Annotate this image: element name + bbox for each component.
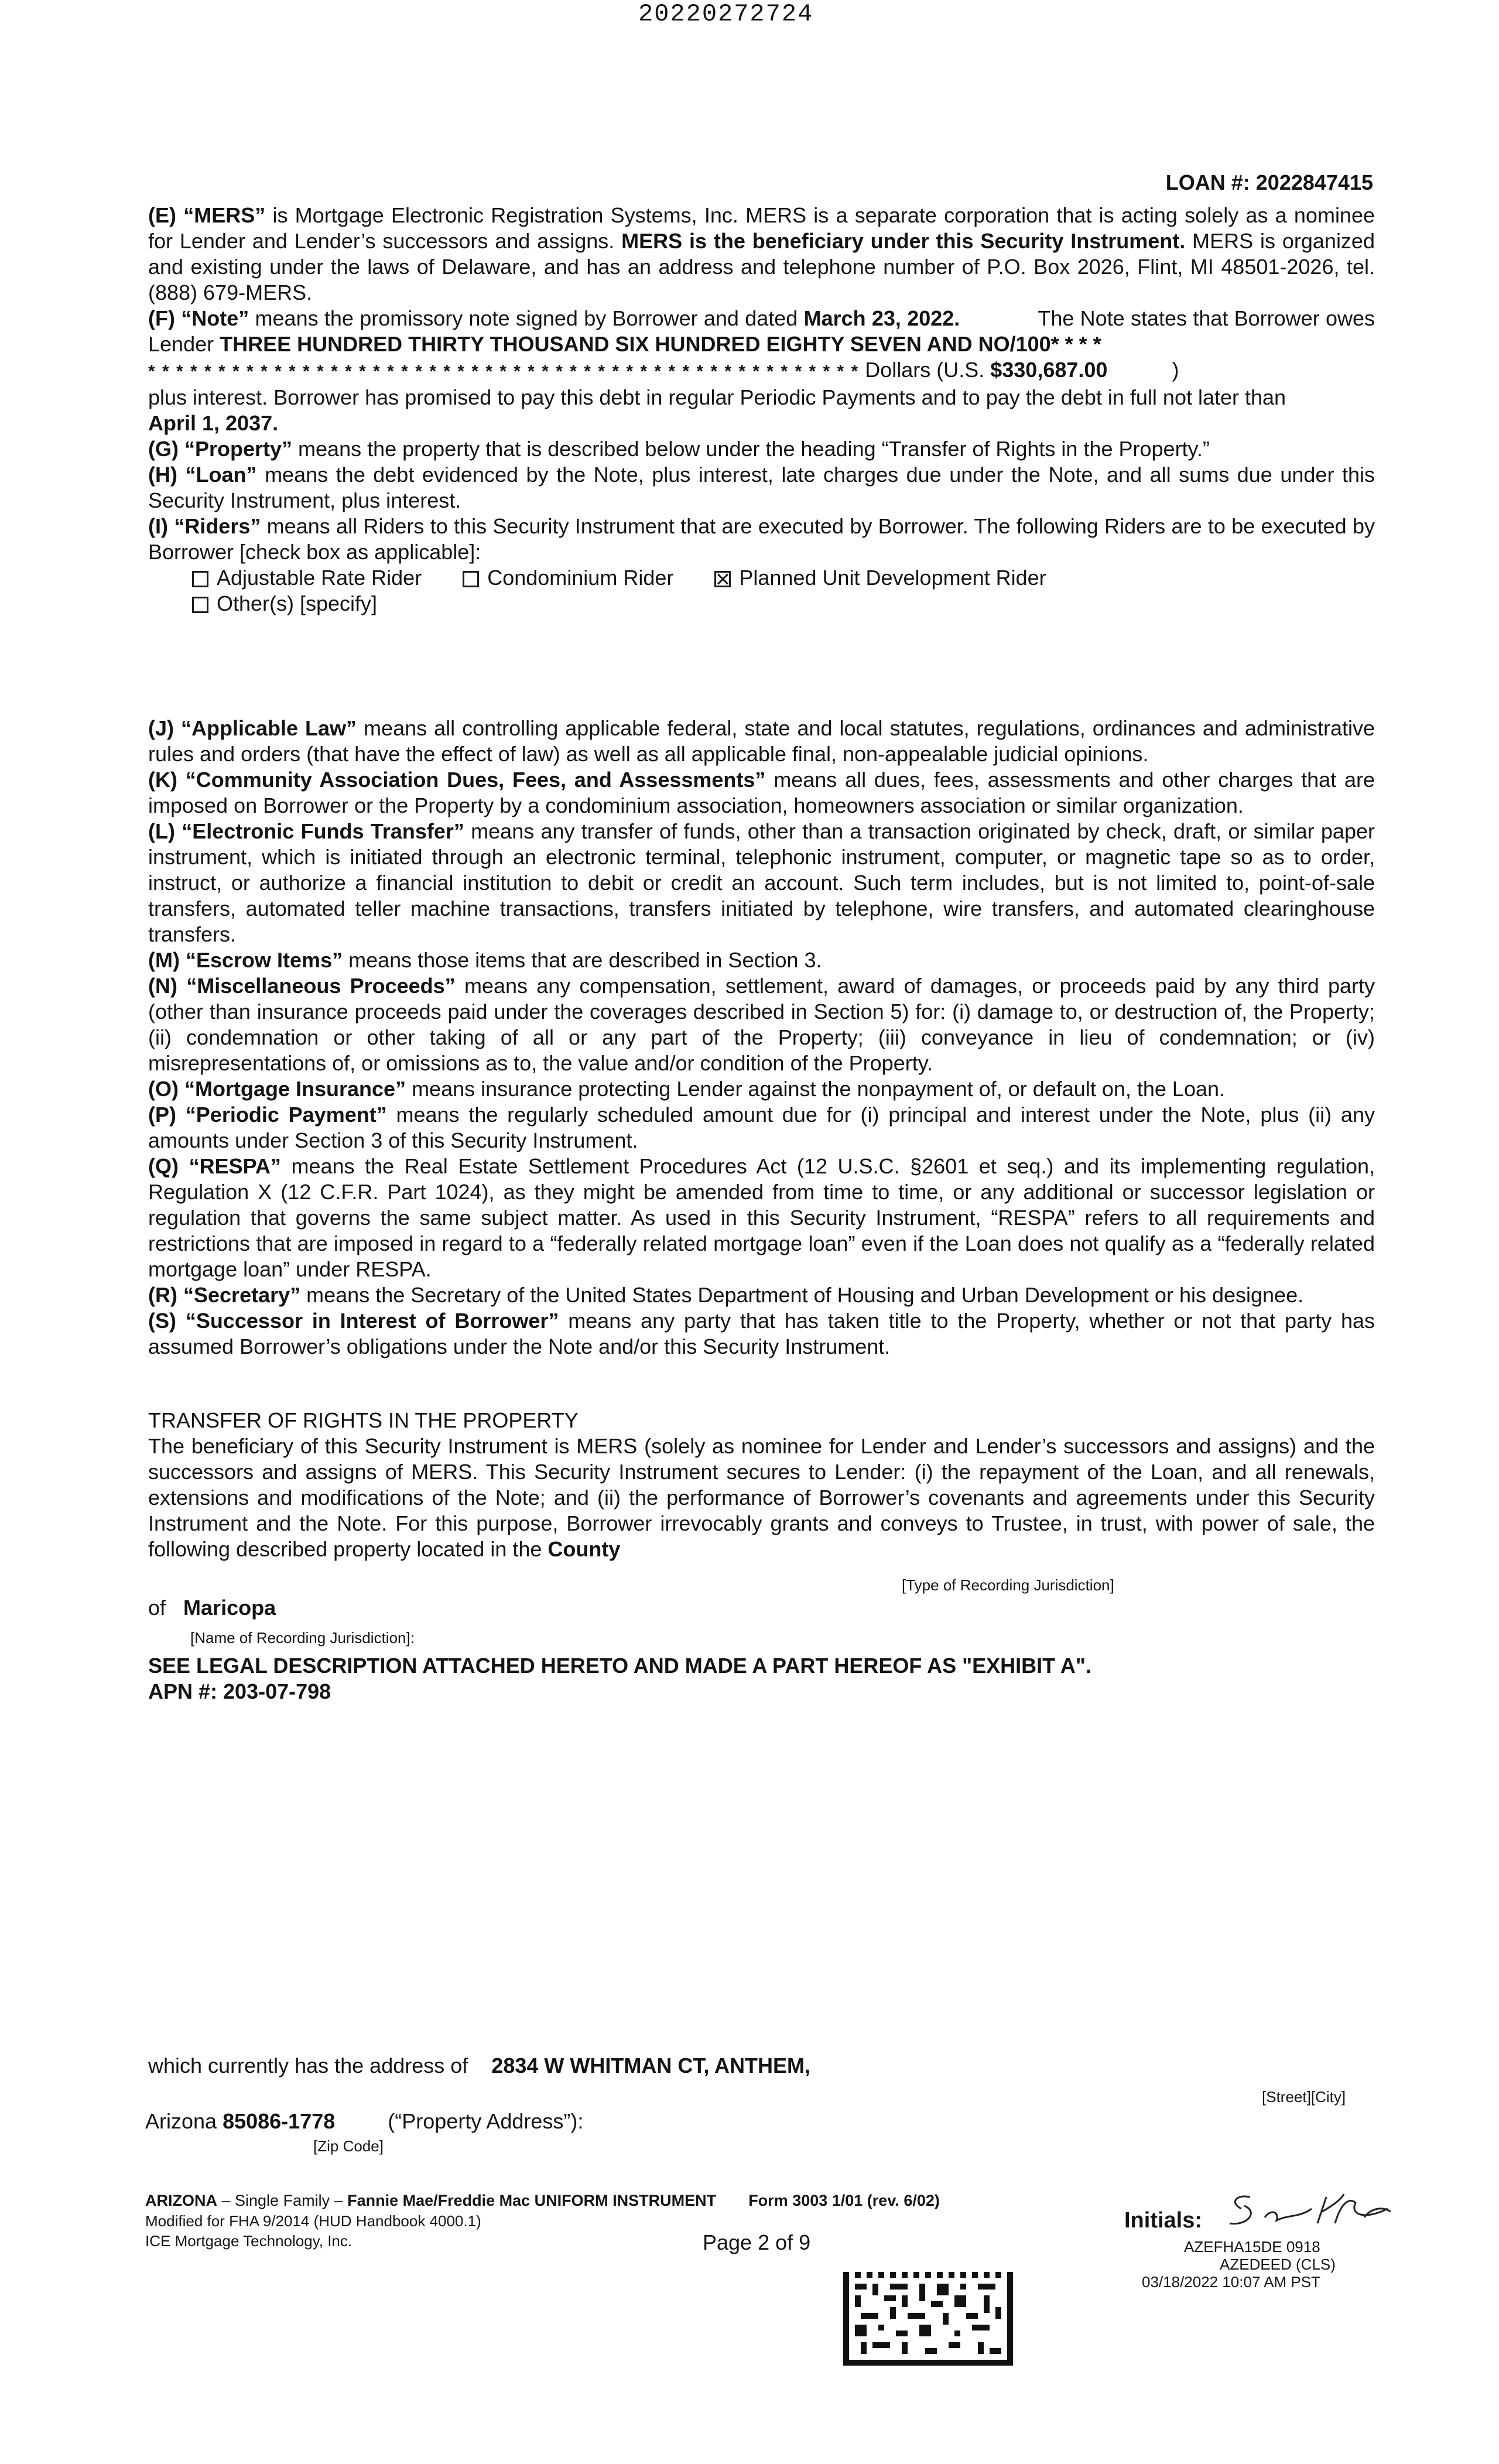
page-number: Page 2 of 9 — [703, 2230, 811, 2254]
state: Arizona — [145, 2109, 217, 2133]
address-line: which currently has the address of 2834 W WHITMAN CT, ANTHEM, — [148, 2054, 810, 2078]
definition-p: (P) “Periodic Payment” means the regularly scheduled amount due for (i) principal and interest under the Note, plus (ii) any amounts under Section 3 of this Security Instrument. — [148, 1103, 1375, 1152]
definition-s: (S) “Successor in Interest of Borrower” means any party that has taken title to the Property, whether or not that party has assumed Borrower’s obligations under the Note and/or this Security Instrument. — [148, 1309, 1375, 1358]
fha-modification-note: Modified for FHA 9/2014 (HUD Handbook 4000.1) — [145, 2212, 481, 2230]
rider-condominium: Condominium Rider — [463, 565, 673, 591]
jurisdiction-type: County — [547, 1537, 621, 1561]
print-timestamp: 03/18/2022 10:07 AM PST — [1142, 2273, 1320, 2291]
note-amount-words: THREE HUNDRED THIRTY THOUSAND SIX HUNDRED EIGHTY SEVEN AND NO/100* * * * — [220, 332, 1101, 356]
recording-number: 20220272724 — [638, 0, 814, 28]
barcode-icon — [843, 2272, 1013, 2366]
definition-e: (E) “MERS” is Mortgage Electronic Registration Systems, Inc. MERS is a separate corporation that is acting solely as a nominee for Lender and Lender’s successors and assigns. MERS is the beneficiary under this Security Instrument. MERS is organized and existing under the laws of Delaware, and has an address and telephone number of P.O. Box 2026, Flint, MI 48501-2026, tel. (888) 679-MERS. — [148, 203, 1375, 304]
loan-number-line — [1166, 170, 1373, 196]
legal-description: SEE LEGAL DESCRIPTION ATTACHED HERETO AND MADE A PART HEREOF AS "EXHIBIT A". — [148, 1654, 1091, 1678]
apn-number: APN #: 203-07-798 — [148, 1679, 331, 1703]
definition-o: (O) “Mortgage Insurance” means insurance protecting Lender against the nonpayment of, or default on, the Loan. — [148, 1077, 1226, 1101]
rider-adjustable-rate: Adjustable Rate Rider — [192, 565, 422, 591]
transfer-heading: TRANSFER OF RIGHTS IN THE PROPERTY — [148, 1408, 579, 1432]
jurisdiction-name-caption: [Name of Recording Jurisdiction]: — [190, 1629, 415, 1647]
form-code-1: AZEFHA15DE 0918 — [1184, 2238, 1320, 2256]
checkbox-icon[interactable] — [192, 571, 208, 587]
vendor-name: ICE Mortgage Technology, Inc. — [145, 2232, 352, 2250]
riders-row-2 — [192, 591, 1375, 617]
initials-label: Initials: — [1124, 2208, 1203, 2233]
transfer-of-rights — [148, 1408, 1375, 1562]
initials-signature — [1224, 2191, 1399, 2232]
definition-g: (G) “Property” means the property that is described below under the heading “Transfer of Rights in the Property.” — [148, 437, 1210, 461]
riders-row-1 — [192, 565, 1375, 591]
definition-h: (H) “Loan” means the debt evidenced by the Note, plus interest, late charges due under the Note, and all sums due under this Security Instrument, plus interest. — [148, 463, 1375, 512]
jurisdiction-type-caption: [Type of Recording Jurisdiction] — [902, 1576, 1114, 1594]
amount-fill-stars: * * * * * * * * * * * * * * * * * * * * * * * * * * * * * * * * * * * * * * * * * * * * * * * * * * * — [148, 362, 860, 381]
transfer-text: The beneficiary of this Security Instrument is MERS (solely as nominee for Lender and Lender’s successors and assigns) and the successors and assigns of MERS. This Security Instrument secures to Lender: (i) the repayment of the Loan, and all renewals, extensions and modifications of the Note; and (ii) the performance of Borrower’s covenants and agreements under this Security Instrument and the Note. For this purpose, Borrower irrevocably grants and conveys to Trustee, in trust, with power of sale, the following described property located in the County — [148, 1434, 1375, 1561]
property-address-label: (“Property Address”): — [388, 2109, 584, 2133]
riders-checklist — [148, 565, 1375, 617]
definition-n: (N) “Miscellaneous Proceeds” means any compensation, settlement, award of damages, or proceeds paid by any third party (other than insurance proceeds paid under the coverages described in Section 5) for: (i) damage to, or destruction of, the Property; (ii) condemnation or other taking of all or any part of the Property; (iii) conveyance in lieu of condemnation; or (iv) misrepresentations of, or omissions as to, the value and/or condition of the Property. — [148, 974, 1375, 1075]
note-amount: $330,687.00 — [990, 358, 1108, 382]
form-line: ARIZONA – Single Family – Fannie Mae/Freddie Mac UNIFORM INSTRUMENT Form 3003 1/01 (rev. 6/02) — [145, 2192, 940, 2209]
jurisdiction-line: of Maricopa — [148, 1596, 276, 1620]
form-code-2: AZEDEED (CLS) — [1220, 2256, 1336, 2273]
definition-k: (K) “Community Association Dues, Fees, and Assessments” means all dues, fees, assessments and other charges that are imposed on Borrower or the Property by a condominium association, homeowners association or similar organization. — [148, 768, 1375, 817]
definition-r: (R) “Secretary” means the Secretary of the United States Department of Housing and Urban Development or his designee. — [148, 1283, 1304, 1307]
zip-code: 85086-1778 — [223, 2109, 336, 2133]
note-date: March 23, 2022. — [803, 306, 960, 330]
jurisdiction-name: Maricopa — [183, 1596, 276, 1620]
loan-label: LOAN #: — [1165, 170, 1250, 194]
definition-i: (I) “Riders” means all Riders to this Security Instrument that are executed by Borrower. The following Riders are to be executed by Borrower [check box as applicable]: — [148, 514, 1375, 564]
form-number: Form 3003 1/01 (rev. 6/02) — [748, 2192, 940, 2209]
checkbox-icon[interactable] — [192, 597, 208, 613]
loan-number: 2022847415 — [1255, 170, 1373, 194]
checked-checkbox-icon[interactable] — [714, 571, 731, 587]
definition-f: (F) “Note” means the promissory note signed by Borrower and dated March 23, 2022. The Note states that Borrower owes Lender THREE HUNDRED THIRTY THOUSAND SIX HUNDRED EIGHTY SEVEN AND NO/100* * * * * * * * * * * * * * * * * * * * * * * * * * * * * * * * * * * * * * * * * * * * * * * * * * * * * * * Dollars (U.S. $330,687.00 ) plus interest. Borrower has promised to pay this debt in regular Periodic Payments and to pay the debt in full not later than April 1, 2037. — [148, 306, 1375, 435]
definition-j: (J) “Applicable Law” means all controlling applicable federal, state and local statutes, regulations, ordinances and administrative rules and orders (that have the effect of law) as well as all applicable final, non-appealable judicial opinions. — [148, 716, 1375, 766]
zip-code-caption: [Zip Code] — [313, 2137, 384, 2155]
state-zip-line — [145, 2109, 583, 2134]
definition-m: (M) “Escrow Items” means those items that are described in Section 3. — [148, 948, 822, 972]
definitions-part-2 — [148, 716, 1375, 1360]
maturity-date: April 1, 2037. — [148, 411, 279, 435]
definition-q: (Q) “RESPA” means the Real Estate Settlement Procedures Act (12 U.S.C. §2601 et seq.) and its implementing regulation, Regulation X (12 C.F.R. Part 1024), as they might be amended from time to time, or any additional or successor legislation or regulation that governs the same subject matter. As used in this Security Instrument, “RESPA” refers to all requirements and restrictions that are imposed in regard to a “federally related mortgage loan” even if the Loan does not qualify as a “federally related mortgage loan” under RESPA. — [148, 1154, 1375, 1281]
checkbox-icon[interactable] — [463, 571, 479, 587]
rider-planned-unit-development: Planned Unit Development Rider — [714, 565, 1046, 591]
definitions-part-1 — [148, 203, 1375, 617]
street-city-caption: [Street][City] — [1262, 2088, 1346, 2106]
street-city: 2834 W WHITMAN CT, ANTHEM, — [491, 2054, 810, 2078]
rider-other: Other(s) [specify] — [192, 591, 377, 617]
definition-l: (L) “Electronic Funds Transfer” means any transfer of funds, other than a transaction originated by check, draft, or similar paper instrument, which is initiated through an electronic terminal, telephonic instrument, computer, or magnetic tape so as to order, instruct, or authorize a financial institution to debit or credit an account. Such term includes, but is not limited to, point-of-sale transfers, automated teller machine transactions, transfers initiated by telephone, wire transfers, and automated clearinghouse transfers. — [148, 819, 1375, 946]
